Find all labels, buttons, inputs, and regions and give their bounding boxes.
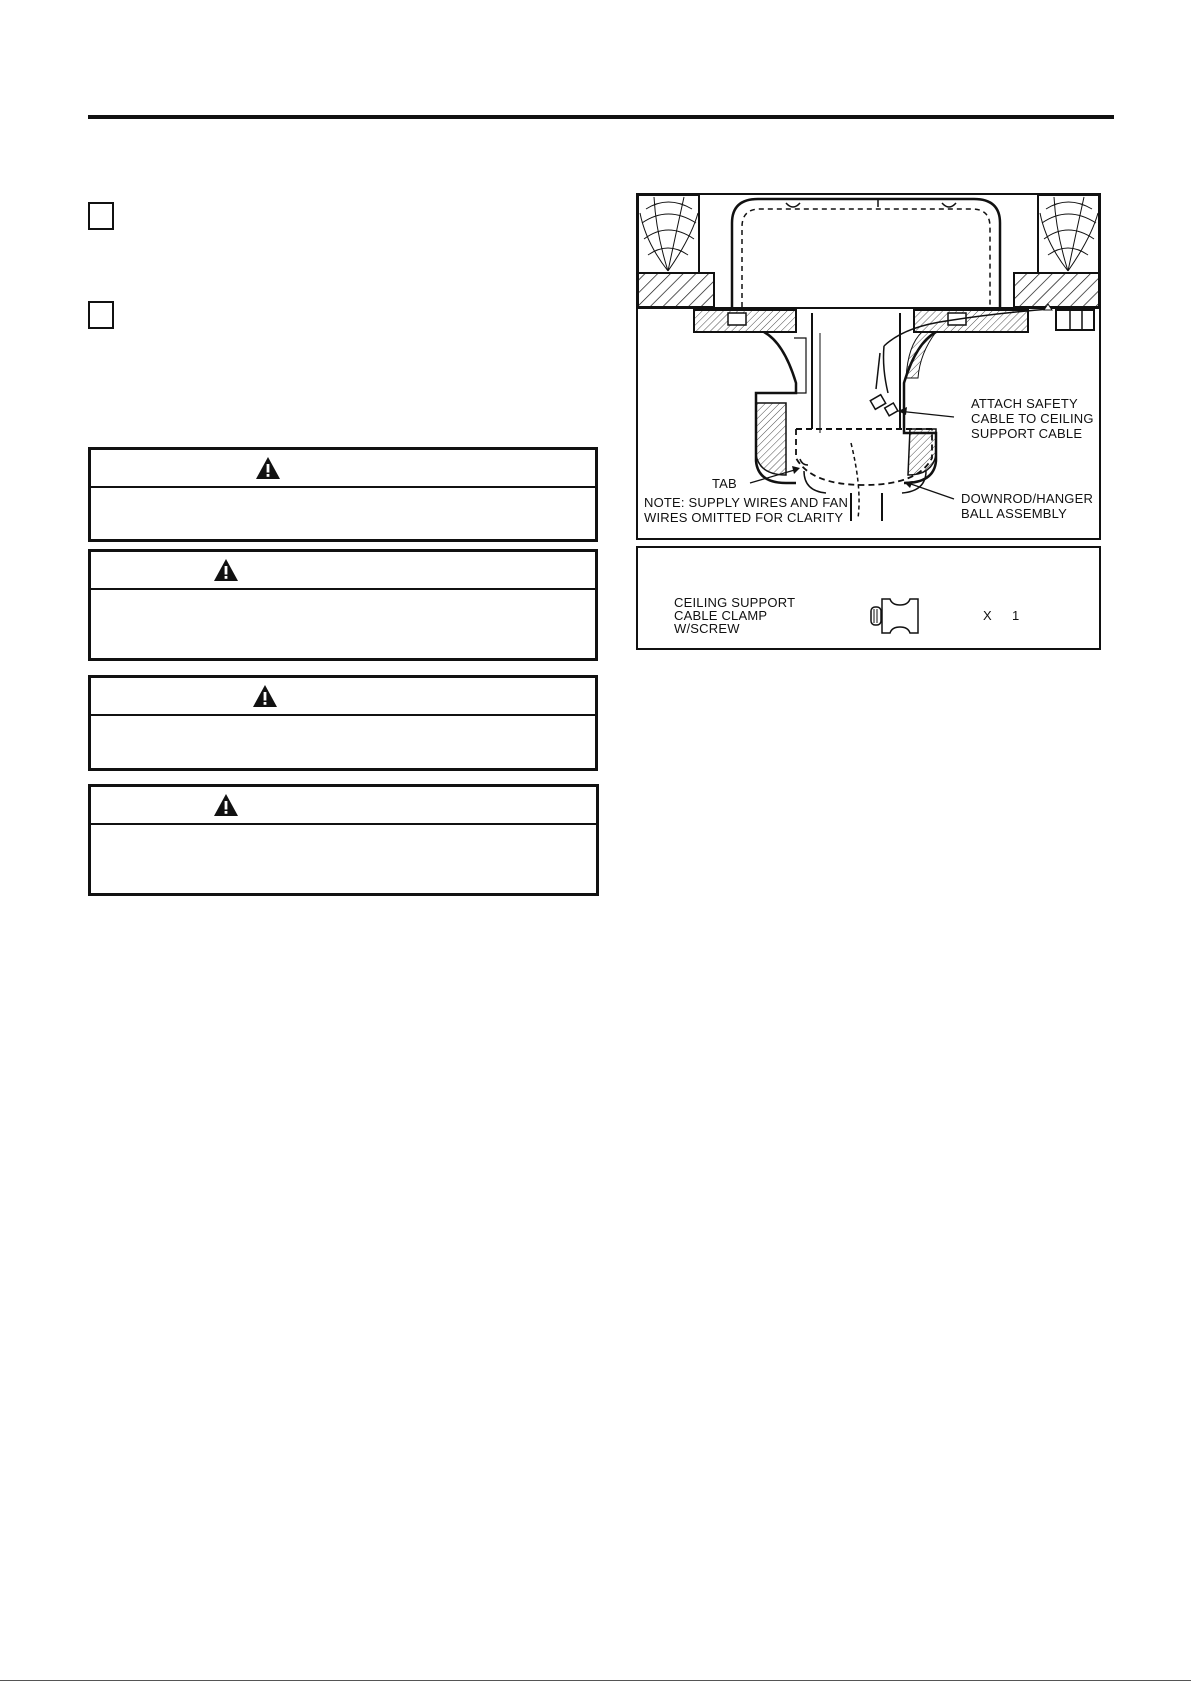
warning-box-3: [88, 675, 598, 771]
callout-note: NOTE: SUPPLY WIRES AND FAN WIRES OMITTED FOR CLARITY: [644, 495, 849, 525]
warning-box-3-header: [91, 678, 595, 716]
part-qty: 1: [1012, 608, 1020, 623]
step-checkbox-1[interactable]: [88, 202, 114, 230]
ceiling-joist-right: [1038, 195, 1099, 273]
part-name: CEILING SUPPORT CABLE CLAMP W/SCREW: [674, 595, 796, 636]
warning-box-4: [88, 784, 599, 896]
warning-box-1: [88, 447, 598, 542]
warning-triangle-icon: [252, 684, 278, 708]
warning-box-1-header: [91, 450, 595, 488]
part-qty-prefix: X: [983, 608, 992, 623]
callout-downrod-hanger: DOWNROD/HANGER BALL ASSEMBLY: [961, 491, 1094, 521]
callout-tab: TAB: [712, 476, 737, 491]
parts-list-box: [636, 546, 1101, 650]
ceiling-joist-left: [638, 195, 699, 273]
warning-triangle-icon: [255, 456, 281, 480]
step-checkbox-2[interactable]: [88, 301, 114, 329]
callout-attach-safety-cable: ATTACH SAFETY CABLE TO CEILING SUPPORT CABLE: [971, 396, 1094, 441]
warning-box-4-header: [91, 787, 596, 825]
footer-rule: [0, 1680, 1191, 1681]
warning-box-2-header: [91, 552, 595, 590]
safety-cable-diagram: [636, 193, 1101, 540]
cable-clamp-icon: [870, 595, 930, 635]
header-rule: [88, 115, 1114, 119]
warning-box-2: [88, 549, 598, 661]
warning-triangle-icon: [213, 558, 239, 582]
warning-triangle-icon: [213, 793, 239, 817]
diagram-drawing: [636, 193, 1101, 540]
